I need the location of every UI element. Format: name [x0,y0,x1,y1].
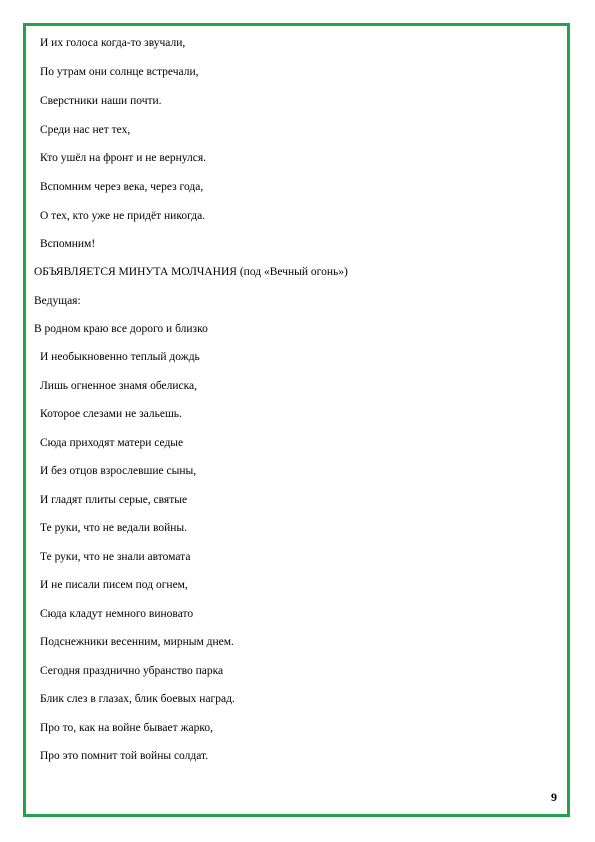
page-number: 9 [551,790,557,804]
poem-line: Блик слез в глазах, блик боевых наград. [40,693,235,705]
poem-line: И необыкновенно теплый дождь [40,351,200,363]
poem-line: Подснежники весенним, мирным днем. [40,636,234,648]
stage-direction: ОБЪЯВЛЯЕТСЯ МИНУТА МОЛЧАНИЯ (под «Вечный огонь») [34,266,348,278]
poem-line: Сегодня празднично убранство парка [40,665,224,677]
poem-line: О тех, кто уже не придёт никогда. [40,210,206,222]
poem-line: В родном краю все дорого и близко [34,323,208,335]
poem-line: Вспомним через века, через года, [40,181,204,193]
poem-line: Про это помнит той войны солдат. [40,750,209,762]
poem-line: И без отцов взрослевшие сыны, [40,465,197,477]
poem-line: Которое слезами не зальешь. [40,408,182,420]
poem-line: Сюда приходят матери седые [40,437,184,449]
speaker-label: Ведущая: [34,295,81,307]
poem-line: Те руки, что не знали автомата [40,551,191,563]
poem-line: И гладят плиты серые, святые [40,494,188,506]
poem-line: Те руки, что не ведали войны. [40,522,187,534]
poem-line: Сверстники наши почти. [40,95,162,107]
poem-line: Про то, как на войне бывает жарко, [40,722,213,734]
poem-line: И не писали писем под огнем, [40,579,188,591]
poem-line: Сюда кладут немного виновато [40,608,194,620]
poem-line: Кто ушёл на фронт и не вернулся. [40,152,206,164]
poem-line: Вспомним! [40,238,96,250]
poem-line: Среди нас нет тех, [40,124,131,136]
poem-line: И их голоса когда-то звучали, [40,37,186,49]
poem-line: Лишь огненное знамя обелиска, [40,380,198,392]
poem-line: По утрам они солнце встречали, [40,66,199,78]
